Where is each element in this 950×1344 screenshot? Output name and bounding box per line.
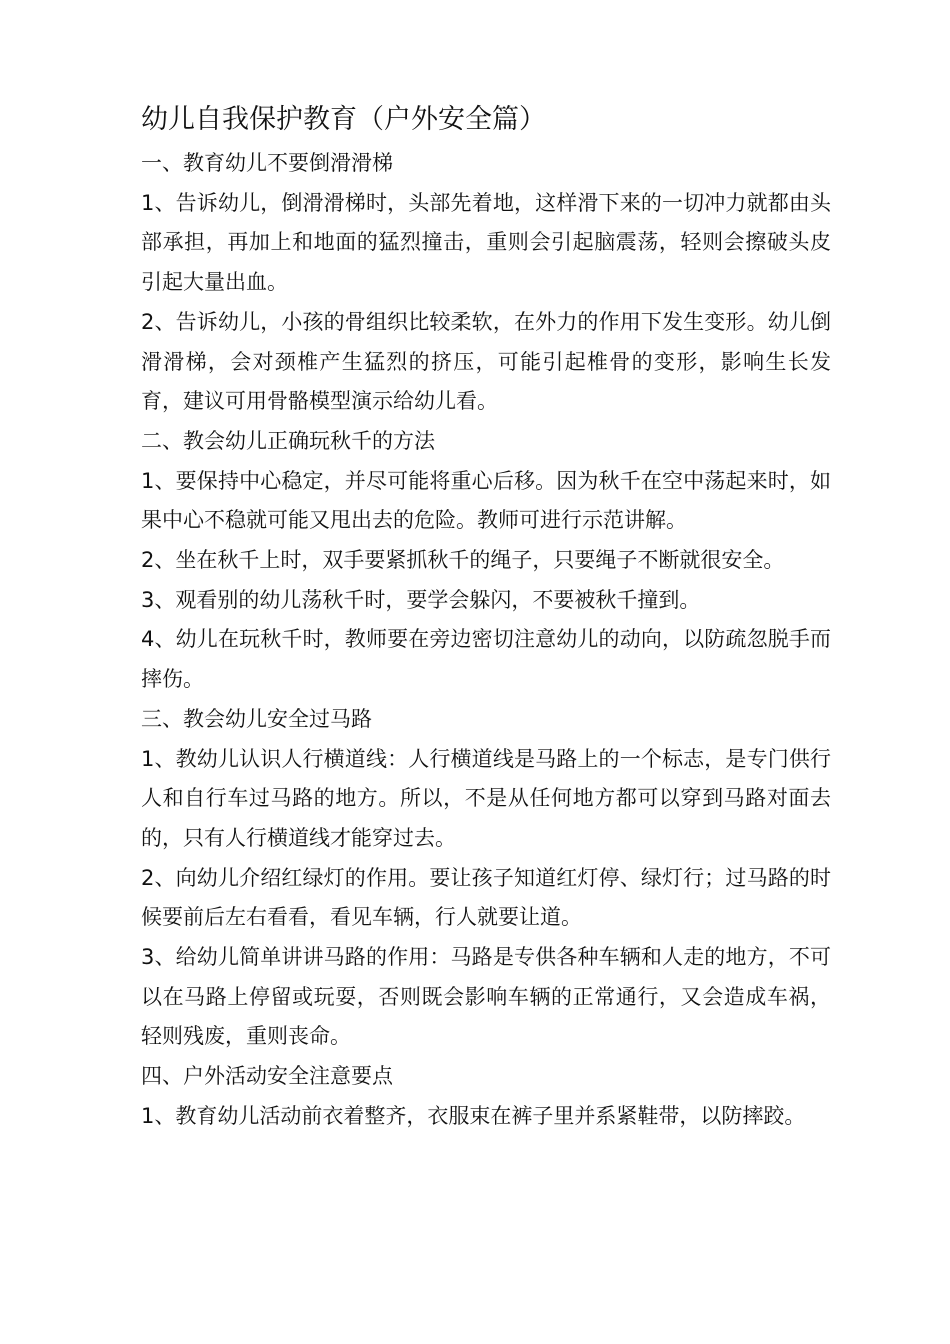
- section-slides: [141, 144, 831, 422]
- paragraph: 2、告诉幼儿，小孩的骨组织比较柔软，在外力的作用下发生变形。幼儿倒滑滑梯，会对颈椎产生猛烈的挤压，可能引起椎骨的变形，影响生长发育，建议可用骨骼模型演示给幼儿看。: [141, 309, 831, 414]
- paragraph: 3、观看别的幼儿荡秋千时，要学会躲闪，不要被秋千撞到。: [141, 587, 701, 612]
- paragraph: 3、给幼儿简单讲讲马路的作用：马路是专供各种车辆和人走的地方，不可以在马路上停留或玩耍，否则既会影响车辆的正常通行，又会造成车祸，轻则残废，重则丧命。: [141, 945, 831, 1049]
- section-heading: 一、教育幼儿不要倒滑滑梯: [141, 151, 393, 175]
- paragraph: 2、坐在秋千上时，双手要紧抓秋千的绳子，只要绳子不断就很安全。: [141, 548, 785, 573]
- section-swings: [141, 422, 831, 700]
- section-outdoor-activity: [141, 1057, 831, 1136]
- section-heading: 二、教会幼儿正确玩秋千的方法: [141, 428, 435, 453]
- section-crossing-road: [141, 700, 831, 1057]
- section-heading: 四、户外活动安全注意要点: [141, 1064, 393, 1089]
- document-page: [141, 96, 831, 1137]
- section-heading: 三、教会幼儿安全过马路: [141, 706, 372, 731]
- paragraph: 1、告诉幼儿，倒滑滑梯时，头部先着地，这样滑下来的一切冲力就都由头部承担，再加上和地面的猛烈撞击，重则会引起脑震荡，轻则会擦破头皮引起大量出血。: [141, 190, 831, 295]
- paragraph: 1、教育幼儿活动前衣着整齐，衣服束在裤子里并系紧鞋带，以防摔跤。: [141, 1103, 806, 1128]
- document-title: 幼儿自我保护教育（户外安全篇）: [141, 104, 546, 135]
- paragraph: 4、幼儿在玩秋千时，教师要在旁边密切注意幼儿的动向，以防疏忽脱手而摔伤。: [141, 627, 831, 692]
- paragraph: 2、向幼儿介绍红绿灯的作用。要让孩子知道红灯停、绿灯行；过马路的时候要前后左右看看，看见车辆，行人就要让道。: [141, 865, 831, 930]
- paragraph: 1、教幼儿认识人行横道线：人行横道线是马路上的一个标志，是专门供行人和自行车过马路的地方。所以，不是从任何地方都可以穿到马路对面去的，只有人行横道线才能穿过去。: [141, 746, 831, 850]
- paragraph: 1、要保持中心稳定，并尽可能将重心后移。因为秋千在空中荡起来时，如果中心不稳就可能又甩出去的危险。教师可进行示范讲解。: [141, 468, 831, 533]
